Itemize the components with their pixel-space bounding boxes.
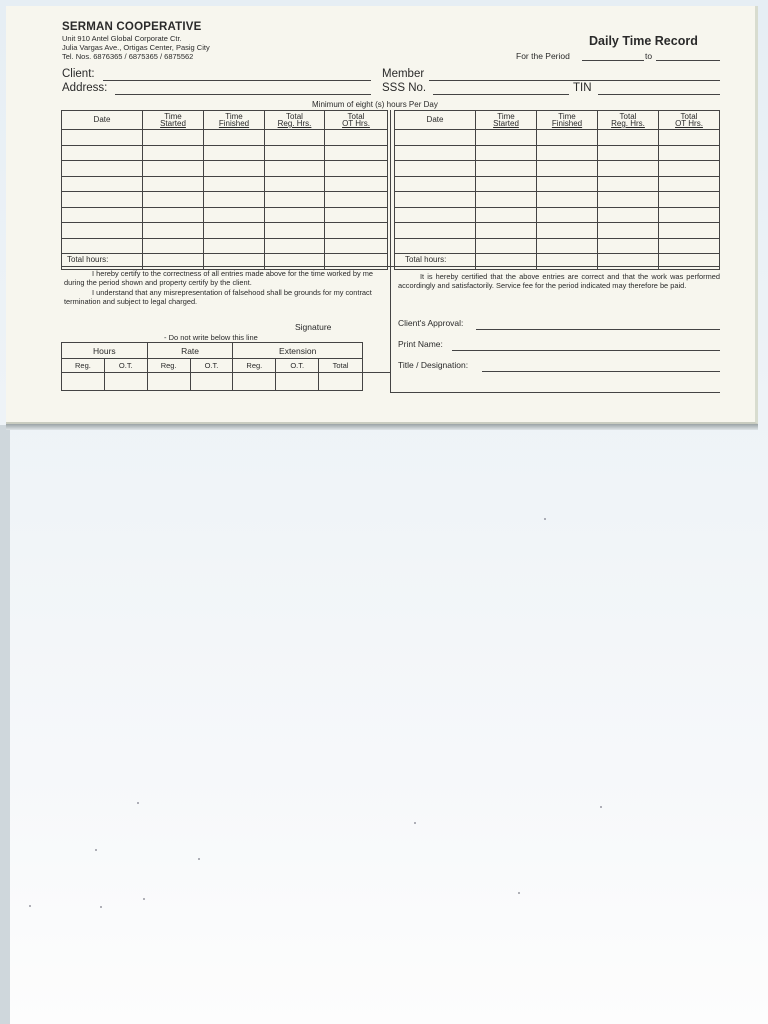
rate-group-header: Rate (147, 343, 233, 359)
certification-left-paragraph-1: I hereby certify to the correctness of all entries made above for the time worked by me during the period shown and property certify by the client. (64, 269, 373, 288)
table-row (62, 192, 388, 208)
scan-speck (100, 906, 102, 908)
table-row (395, 161, 720, 177)
tin-label: TIN (573, 82, 592, 94)
period-label: For the Period (516, 51, 570, 61)
member-line (429, 80, 720, 81)
sss-label: SSS No. (382, 82, 427, 94)
certification-left-paragraph-2: I understand that any misrepresentation of falsehood shall be grounds for my contract termination and subject to legal charged. (64, 288, 372, 307)
total-hours-left: Total hours: (67, 255, 109, 264)
time-table-right (394, 110, 720, 270)
rate-ot-header: O.T. (190, 359, 233, 373)
header-date: Date (62, 111, 143, 130)
scan-speck (600, 806, 602, 808)
scan-speck (143, 898, 145, 900)
table-row (62, 207, 388, 223)
company-address-line1: Unit 910 Antel Global Corporate Ctr. (62, 34, 182, 43)
print-name-line (452, 350, 720, 351)
header-total-ot-hrs: Total OT Hrs. (325, 111, 388, 130)
header-total-reg-hrs: Total Reg. Hrs. (598, 111, 659, 130)
table-row (395, 207, 720, 223)
hours-group-header: Hours (62, 343, 148, 359)
clients-approval-line (476, 329, 720, 330)
title-designation-label: Title / Designation: (398, 360, 469, 370)
hours-reg-header: Reg. (62, 359, 105, 373)
signature-label: Signature (295, 322, 332, 332)
extension-total-header: Total (319, 359, 363, 373)
calc-table-extension-line (363, 372, 390, 373)
table-row (62, 176, 388, 192)
daily-time-record-form (6, 6, 758, 424)
table-row (62, 161, 388, 177)
header-time-started: Time Started (143, 111, 204, 130)
scan-speck (544, 518, 546, 520)
form-title: Daily Time Record (589, 34, 698, 48)
title-designation-line (482, 371, 720, 372)
certification-right-paragraph: It is hereby certified that the above entries are correct and that the work was performed accordingly and satisfactorily. Service fee for the period indicated may therefore be paid. (398, 272, 720, 291)
extension-reg-header: Reg. (233, 359, 276, 373)
company-telephone: Tel. Nos. 6876365 / 6875365 / 6875562 (62, 52, 194, 61)
member-label: Member (382, 68, 425, 80)
extension-group-header: Extension (233, 343, 363, 359)
paper-shadow (6, 424, 758, 430)
table-row (395, 176, 720, 192)
company-name: SERMAN COOPERATIVE (62, 21, 202, 33)
calculation-table (61, 342, 363, 391)
table-row (395, 192, 720, 208)
period-from-line (582, 60, 644, 61)
scan-speck (414, 822, 416, 824)
total-hours-right: Total hours: (405, 255, 447, 264)
header-date: Date (395, 111, 476, 130)
scan-speck (29, 905, 31, 907)
rate-reg-header: Reg. (147, 359, 190, 373)
scan-background-edge (0, 425, 10, 1024)
header-total-ot-hrs: Total OT Hrs. (659, 111, 720, 130)
clients-approval-label: Client's Approval: (398, 318, 464, 328)
period-to-line (656, 60, 720, 61)
header-time-started: Time Started (476, 111, 537, 130)
company-address-line2: Julia Vargas Ave., Ortigas Center, Pasig City (62, 43, 210, 52)
center-divider (390, 110, 391, 392)
time-table-left (61, 110, 388, 270)
scan-speck (95, 849, 97, 851)
bottom-border-line (390, 392, 720, 393)
tin-line (598, 94, 720, 95)
period-to-label: to (645, 51, 653, 61)
do-not-write-label: - Do not write below this line (164, 333, 258, 342)
table-row (62, 238, 388, 254)
print-name-label: Print Name: (398, 339, 443, 349)
header-total-reg-hrs: Total Reg. Hrs. (265, 111, 325, 130)
client-line (103, 80, 371, 81)
table-row (62, 130, 388, 146)
header-time-finished: Time Finished (204, 111, 265, 130)
table-caption: Minimum of eight (s) hours Per Day (312, 100, 438, 109)
table-row (395, 145, 720, 161)
table-row (395, 223, 720, 239)
header-time-finished: Time Finished (537, 111, 598, 130)
scan-speck (518, 892, 520, 894)
address-line (115, 94, 371, 95)
scan-speck (198, 858, 200, 860)
client-label: Client: (62, 68, 95, 80)
scan-speck (137, 802, 139, 804)
table-row (62, 223, 388, 239)
table-row (395, 238, 720, 254)
extension-ot-header: O.T. (276, 359, 319, 373)
table-row (62, 373, 363, 391)
table-row (395, 130, 720, 146)
hours-ot-header: O.T. (104, 359, 147, 373)
address-label: Address: (62, 82, 108, 94)
sss-line (433, 94, 569, 95)
table-row (62, 145, 388, 161)
